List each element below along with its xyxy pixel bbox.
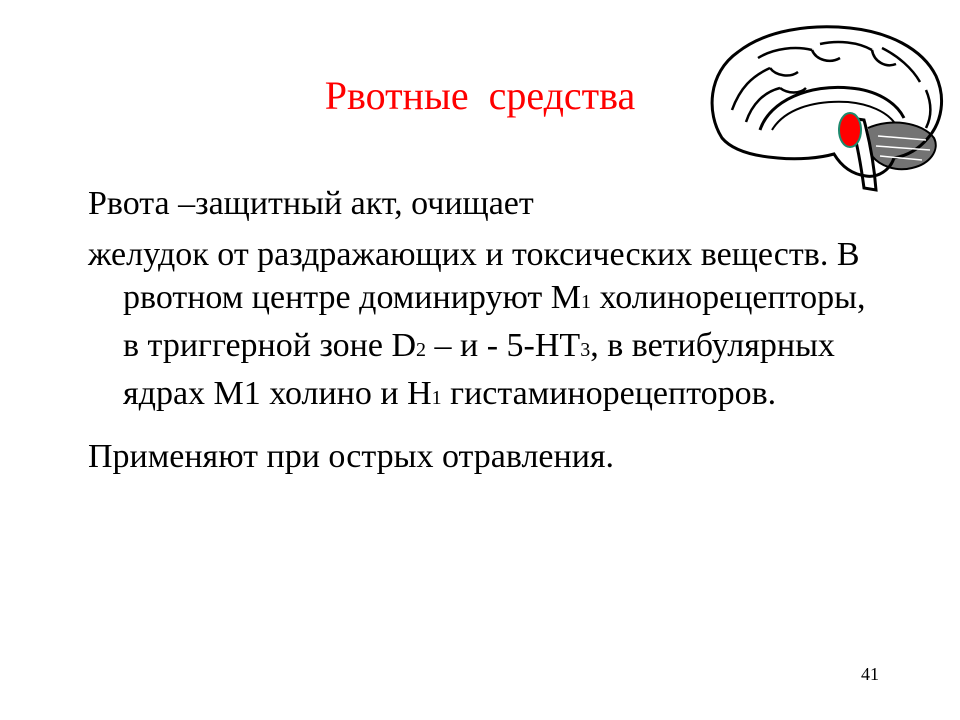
paragraph-2-text-1: желудок от раздражающих и токсических веществ. В рвотном центре доминируют М <box>88 236 860 316</box>
paragraph-3: Применяют при острых отравления. <box>88 438 615 475</box>
paragraph-2-text-5: гистаминорецепторов. <box>441 375 777 412</box>
slide-title: Рвотные средства <box>324 73 636 118</box>
paragraph-2 <box>88 233 888 420</box>
brain-illustration <box>700 18 948 208</box>
paragraph-2-text-4: , в ветибулярных ядрах М1 холино и Н <box>123 327 835 412</box>
subscript-d2: 2 <box>416 339 427 361</box>
page-number: 41 <box>861 664 879 684</box>
paragraph-2-text-2: холинорецепторы, в триггерной зоне D <box>123 279 866 364</box>
subscript-h1: 1 <box>431 387 442 409</box>
paragraph-2-text-3: – и - 5-НТ <box>426 327 581 364</box>
subscript-ht3: 3 <box>580 339 591 361</box>
subscript-m1: 1 <box>581 291 591 313</box>
slide-body <box>88 182 888 493</box>
vomiting-center-marker <box>839 113 861 147</box>
paragraph-1: Рвота –защитный акт, очищает <box>88 185 534 222</box>
